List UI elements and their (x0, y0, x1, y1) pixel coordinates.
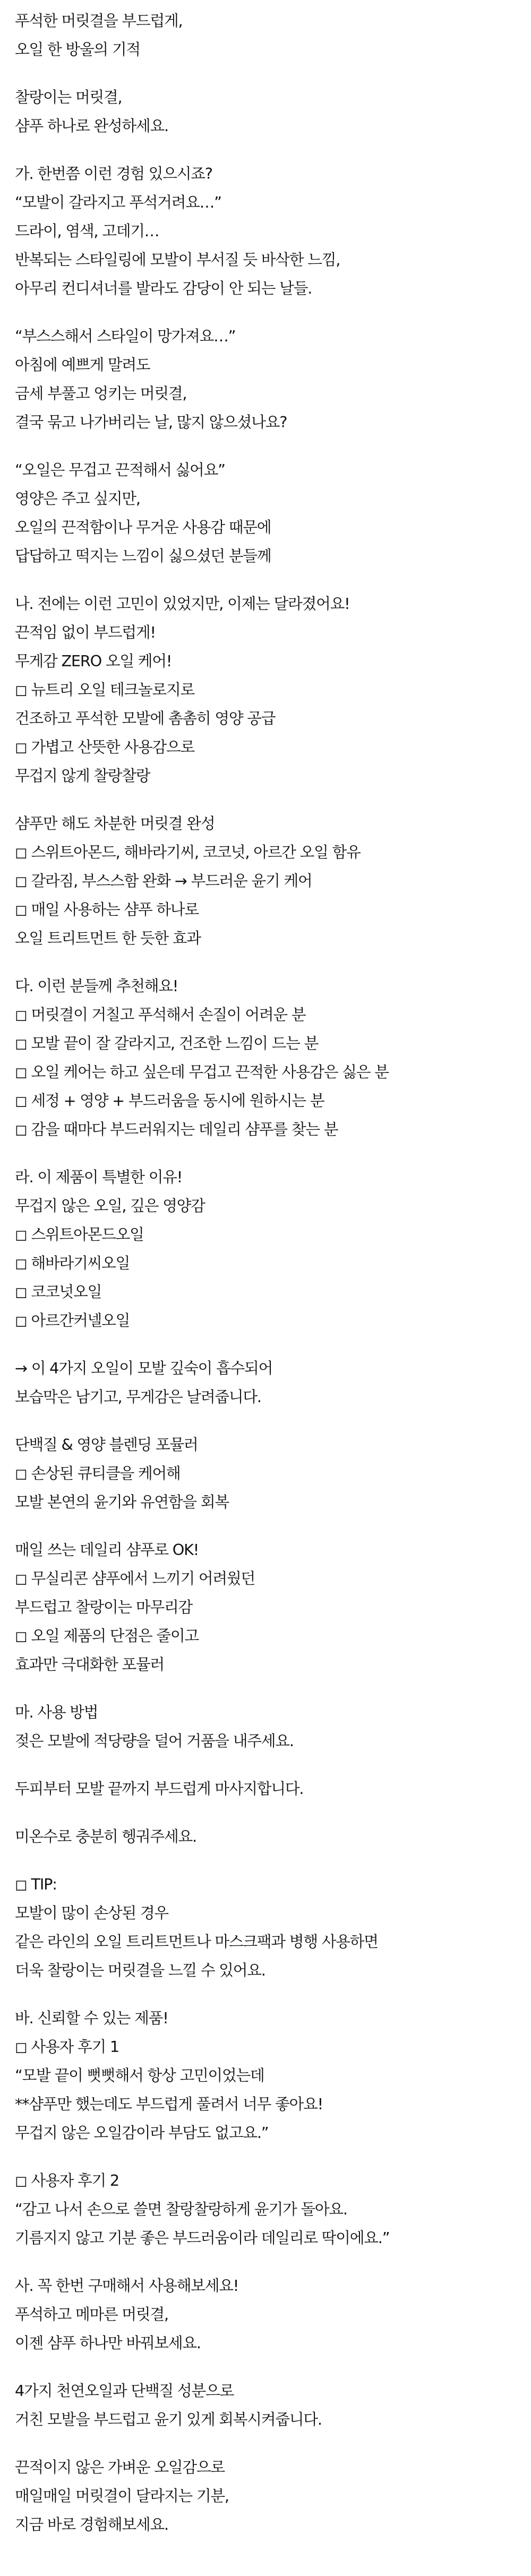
text-line: 매일매일 머릿결이 달라지는 기분, (15, 2487, 229, 2505)
document-body (15, 6, 525, 2558)
text-line: ◻ 오일 제품의 단점은 줄이고 (15, 1627, 199, 1645)
text-line: 더욱 찰랑이는 머릿결을 느낄 수 있어요. (15, 1961, 266, 1979)
text-line: 답답하고 떡지는 느낌이 싫으셨던 분들께 (15, 547, 271, 565)
paragraph (15, 1535, 525, 1679)
text-line: 반복되는 스타일링에 모발이 부서질 듯 바삭한 느낌, (15, 251, 340, 269)
text-line: 미온수로 충분히 헹궈주세요. (15, 1827, 196, 1845)
text-line: 지금 바로 경험해보세요. (15, 2515, 168, 2534)
paragraph (15, 456, 525, 570)
text-line: 오일의 끈적함이나 무거운 사용감 때문에 (15, 518, 271, 536)
text-line: → 이 4가지 오일이 모발 깊숙이 흡수되어 (15, 1359, 273, 1377)
text-line: ◻ 스위트아몬드오일 (15, 1225, 144, 1243)
text-line: ◻ 뉴트리 오일 테크놀로지로 (15, 681, 195, 699)
text-line: ◻ 코코넛오일 (15, 1283, 102, 1301)
paragraph (15, 1822, 525, 1851)
text-line: ◻ 세정 + 영양 + 부드러움을 동시에 원하시는 분 (15, 1092, 324, 1110)
paragraph (15, 1870, 525, 1985)
paragraph (15, 159, 525, 303)
text-line: 드라이, 염색, 고데기… (15, 222, 159, 240)
text-line: 샴푸만 해도 차분한 머릿결 완성 (15, 814, 215, 832)
text-line: 가. 한번쯤 이런 경험 있으시죠? (15, 165, 212, 183)
text-line: ◻ 아르간커넬오일 (15, 1311, 130, 1329)
text-line: 두피부터 모발 끝까지 부드럽게 마사지합니다. (15, 1780, 304, 1798)
text-line: 아무리 컨디셔너를 발라도 감당이 안 되는 날들. (15, 279, 312, 297)
paragraph (15, 2166, 525, 2252)
text-line: “모발이 갈라지고 푸석거려요…” (15, 193, 221, 211)
paragraph (15, 1354, 525, 1411)
text-line: 무겁지 않게 찰랑찰랑 (15, 767, 150, 785)
text-line: 건조하고 푸석한 모발에 촘촘히 영양 공급 (15, 709, 276, 727)
text-line: 4가지 천연오일과 단백질 성분으로 (15, 2382, 234, 2400)
text-line: 라. 이 제품이 특별한 이유! (15, 1168, 183, 1186)
text-line: 아침에 예쁘게 말려도 (15, 356, 150, 374)
paragraph (15, 809, 525, 952)
text-line: ◻ 무실리콘 샴푸에서 느끼기 어려웠던 (15, 1569, 255, 1587)
text-line: 오일 트리트먼트 한 듯한 효과 (15, 929, 201, 947)
paragraph (15, 1163, 525, 1335)
paragraph (15, 1698, 525, 1755)
text-line: 단백질 & 영양 블렌딩 포뮬러 (15, 1436, 198, 1454)
text-line: 효과만 극대화한 포뮬러 (15, 1655, 164, 1673)
text-line: ◻ 사용자 후기 2 (15, 2171, 119, 2189)
text-line: ◻ 머릿결이 거칠고 푸석해서 손질이 어려운 분 (15, 1006, 306, 1024)
text-line: 나. 전에는 이런 고민이 있었지만, 이제는 달라졌어요! (15, 595, 350, 613)
text-line: 이젠 샴푸 하나만 바꿔보세요. (15, 2334, 201, 2352)
text-line: 사. 꼭 한번 구매해서 사용해보세요! (15, 2277, 239, 2295)
text-line: ◻ 가볍고 산뜻한 사용감으로 (15, 738, 195, 756)
text-line: ◻ TIP: (15, 1875, 57, 1893)
text-line: ◻ 손상된 큐티클을 케어해 (15, 1464, 181, 1482)
text-line: “모발 끝이 뻣뻣해서 항상 고민이었는데 (15, 2066, 264, 2084)
paragraph (15, 2004, 525, 2147)
text-line: 모발이 많이 손상된 경우 (15, 1904, 168, 1922)
text-line: 끈적이지 않은 가벼운 오일감으로 (15, 2458, 225, 2476)
text-line: 금세 부풀고 엉키는 머릿결, (15, 384, 187, 402)
text-line: 푸석한 머릿결을 부드럽게, (15, 12, 183, 30)
paragraph (15, 322, 525, 436)
paragraph (15, 589, 525, 790)
text-line: 젖은 모발에 적당량을 덜어 거품을 내주세요. (15, 1732, 294, 1750)
text-line: 마. 사용 방법 (15, 1703, 98, 1721)
text-line: ◻ 사용자 후기 1 (15, 2038, 119, 2056)
text-line: 무게감 ZERO 오일 케어! (15, 652, 172, 670)
text-line: 다. 이런 분들께 추천해요! (15, 977, 178, 995)
paragraph (15, 1774, 525, 1803)
text-line: 끈적임 없이 부드럽게! (15, 623, 156, 641)
text-line: “감고 나서 손으로 쓸면 찰랑찰랑하게 윤기가 돌아요. (15, 2200, 347, 2218)
text-line: 바. 신뢰할 수 있는 제품! (15, 2009, 168, 2027)
text-line: 보습막은 남기고, 무게감은 날려줍니다. (15, 1388, 261, 1406)
paragraph (15, 1430, 525, 1516)
paragraph (15, 972, 525, 1144)
text-line: 찰랑이는 머릿결, (15, 88, 122, 106)
text-line: ◻ 매일 사용하는 샴푸 하나로 (15, 900, 199, 918)
text-line: 부드럽고 찰랑이는 마무리감 (15, 1598, 192, 1616)
text-line: 같은 라인의 오일 트리트먼트나 마스크팩과 병행 사용하면 (15, 1933, 378, 1951)
text-line: ◻ 오일 케어는 하고 싶은데 무겁고 끈적한 사용감은 싫은 분 (15, 1063, 389, 1081)
text-line: ◻ 갈라짐, 부스스함 완화 → 부드러운 윤기 케어 (15, 872, 312, 890)
text-line: 영양은 주고 싶지만, (15, 490, 140, 508)
paragraph (15, 2271, 525, 2357)
text-line: 결국 묶고 나가버리는 날, 많지 않으셨나요? (15, 413, 287, 431)
text-line: 거친 모발을 부드럽고 윤기 있게 회복시켜줍니다. (15, 2410, 322, 2428)
text-line: 모발 본연의 윤기와 유연함을 회복 (15, 1493, 229, 1511)
text-line: 샴푸 하나로 완성하세요. (15, 117, 168, 135)
paragraph (15, 6, 525, 64)
text-line: ◻ 감을 때마다 부드러워지는 데일리 샴푸를 찾는 분 (15, 1120, 338, 1138)
text-line: **샴푸만 했는데도 부드럽게 풀려서 너무 좋아요! (15, 2095, 323, 2113)
paragraph (15, 2453, 525, 2539)
text-line: 기름지지 않고 기분 좋은 부드러움이라 데일리로 딱이에요.” (15, 2229, 390, 2247)
text-line: 오일 한 방울의 기적 (15, 40, 140, 58)
text-line: 무겁지 않은 오일, 깊은 영양감 (15, 1197, 205, 1215)
paragraph (15, 2376, 525, 2434)
text-line: ◻ 스위트아몬드, 해바라기씨, 코코넛, 아르간 오일 함유 (15, 843, 361, 861)
text-line: ◻ 모발 끝이 잘 갈라지고, 건조한 느낌이 드는 분 (15, 1034, 319, 1052)
text-line: “부스스해서 스타일이 망가져요…” (15, 327, 236, 345)
text-line: 매일 쓰는 데일리 샴푸로 OK! (15, 1541, 199, 1559)
text-line: ◻ 해바라기씨오일 (15, 1254, 130, 1272)
paragraph (15, 83, 525, 140)
text-line: 무겁지 않은 오일감이라 부담도 없고요.” (15, 2124, 269, 2142)
text-line: 푸석하고 메마른 머릿결, (15, 2305, 168, 2323)
text-line: “오일은 무겁고 끈적해서 싫어요” (15, 461, 225, 479)
